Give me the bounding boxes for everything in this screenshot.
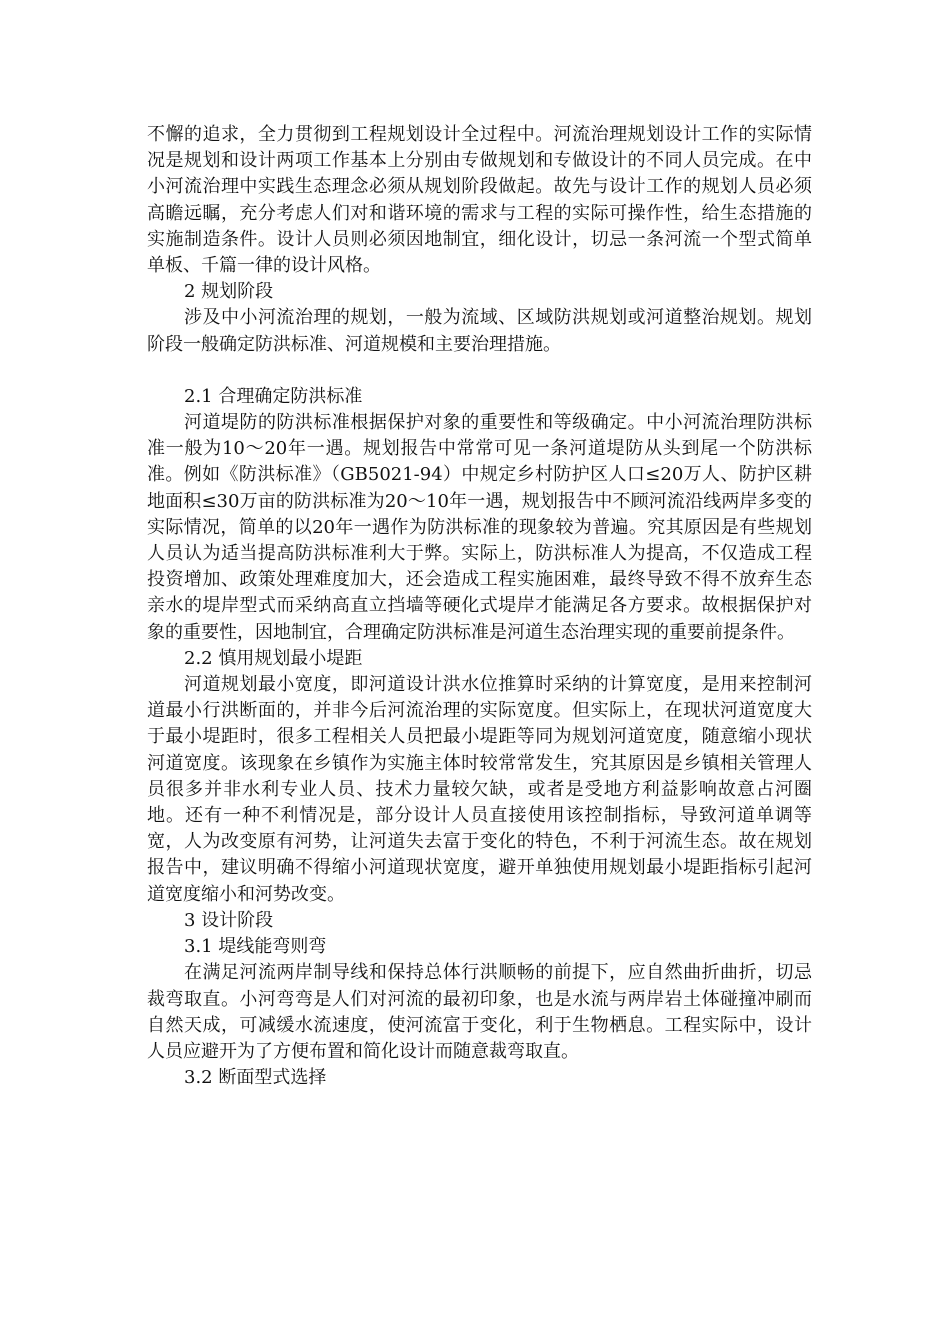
section-heading-2: 2 规划阶段 (184, 281, 274, 303)
paragraph-flood-standard: 河道堤防的防洪标准根据保护对象的重要性和等级确定。中小河流治理防洪标准一般为10～20年一遇。规划报告中常常可见一条河道堤防从头到尾一个防洪标准。例如《防洪标准》（GB5021-94）中规定乡村防护区人口≤20万人、防护区耕地面积≤30万亩的防洪标准为20～10年一遇，规划报告中不顾河流沿线两岸多变的实际情况，简单的以20年一遇作为防洪标准的现象较为普遍。究其原因是有些规划人员认为适当提高防洪标准利大于弊。实际上，防洪标准人为提高，不仅造成工程投资增加、政策处理难度加大，还会造成工程实施困难，最终导致不得不放弃生态亲水的堤岸型式而采纳高直立挡墙等硬化式堤岸才能满足各方要求。故根据保护对象的重要性，因地制宜，合理确定防洪标准是河道生态治理实现的重要前提条件。 (147, 412, 812, 643)
section-heading-3-2: 3.2 断面型式选择 (184, 1067, 327, 1089)
paragraph-planning-stage: 涉及中小河流治理的规划，一般为流域、区域防洪规划或河道整治规划。规划阶段一般确定防洪标准、河道规模和主要治理措施。 (147, 307, 812, 355)
document-page (147, 122, 812, 1091)
paragraph-minimum-levee-spacing: 河道规划最小宽度，即河道设计洪水位推算时采纳的计算宽度，是用来控制河道最小行洪断面的，并非今后河流治理的实际宽度。但实际上，在现状河道宽度大于最小堤距时，很多工程相关人员把最小堤距等同为规划河道宽度，随意缩小现状河道宽度。该现象在乡镇作为实施主体时较常常发生，究其原因是乡镇相关管理人员很多并非水利专业人员、技术力量较欠缺，或者是受地方利益影响故意占河圈地。还有一种不利情况是，部分设计人员直接使用该控制指标，导致河道单调等宽，人为改变原有河势，让河道失去富于变化的特色，不利于河流生态。故在规划报告中，建议明确不得缩小河道现状宽度，避开单独使用规划最小堤距指标引起河道宽度缩小和河势改变。 (147, 674, 812, 905)
paragraph-intro-continuation: 不懈的追求，全力贯彻到工程规划设计全过程中。河流治理规划设计工作的实际情况是规划和设计两项工作基本上分别由专做规划和专做设计的不同人员完成。在中小河流治理中实践生态理念必须从规划阶段做起。故先与设计工作的规划人员必须高瞻远瞩，充分考虑人们对和谐环境的需求与工程的实际可操作性，给生态措施的实施制造条件。设计人员则必须因地制宜，细化设计，切忌一条河流一个型式简单单板、千篇一律的设计风格。 (147, 124, 812, 277)
section-heading-3: 3 设计阶段 (184, 909, 274, 931)
section-heading-2-1: 2.1 合理确定防洪标准 (184, 385, 363, 407)
blank-line (147, 358, 812, 384)
paragraph-levee-line: 在满足河流两岸制导线和保持总体行洪顺畅的前提下，应自然曲折曲折，切忌裁弯取直。小河弯弯是人们对河流的最初印象，也是水流与两岸岩土体碰撞冲刷而自然天成，可减缓水流速度，使河流富于变化，利于生物栖息。工程实际中，设计人员应避开为了方便布置和简化设计而随意裁弯取直。 (147, 962, 812, 1062)
section-heading-2-2: 2.2 慎用规划最小堤距 (184, 647, 363, 669)
section-heading-3-1: 3.1 堤线能弯则弯 (184, 936, 327, 958)
